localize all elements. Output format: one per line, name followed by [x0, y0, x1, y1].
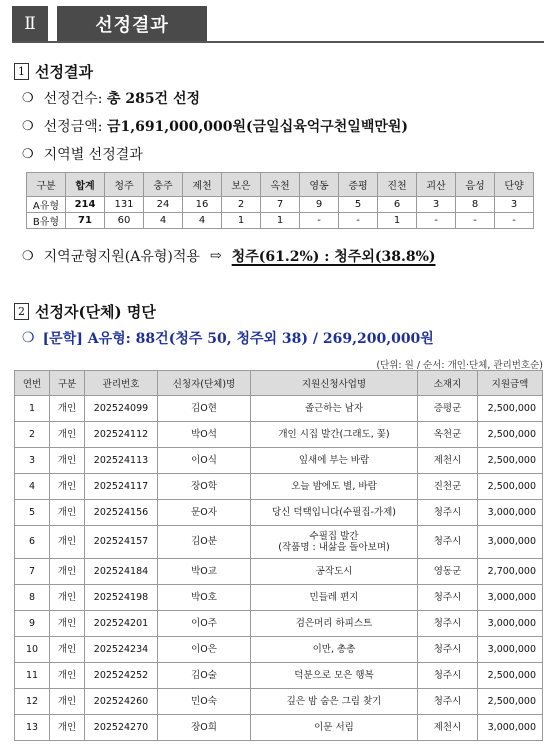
col-header: 음성: [456, 173, 495, 197]
row-number-cell: 4: [15, 474, 50, 500]
location-cell: 증평군: [418, 396, 478, 422]
type-cell: 개인: [50, 396, 85, 422]
type-cell: 개인: [50, 422, 85, 448]
table-cell: 9: [300, 197, 339, 213]
project-cell: 수필집 발간 (작품명 : 내삶을 돌아보며): [251, 526, 418, 559]
table-cell: 7: [261, 197, 300, 213]
table-cell: 6: [378, 197, 417, 213]
location-cell: 제천시: [418, 448, 478, 474]
list-table-header: [15, 371, 543, 396]
applicant-cell: 민O숙: [158, 689, 251, 715]
project-cell: 검은머리 하피스트: [251, 611, 418, 637]
section1-number: 1: [14, 63, 29, 80]
table-cell: 60: [105, 213, 144, 229]
amount-cell: 2,700,000: [478, 559, 543, 585]
location-cell: 진천군: [418, 474, 478, 500]
applicant-cell: 이O식: [158, 448, 251, 474]
table-cell: 8: [456, 197, 495, 213]
location-cell: 청주시: [418, 637, 478, 663]
project-cell: 이만, 총총: [251, 637, 418, 663]
location-cell: 청주시: [418, 526, 478, 559]
type-cell: 개인: [50, 526, 85, 559]
circle-bullet-icon: ❍: [22, 118, 34, 134]
table-cell: 4: [183, 213, 222, 229]
count-label: 선정건수:: [43, 91, 103, 107]
id-cell: 202524113: [85, 448, 158, 474]
col-header: 신청자(단체)명: [158, 371, 251, 396]
table-row: [15, 663, 543, 689]
id-cell: 202524198: [85, 585, 158, 611]
count-value: 총 285건 선정: [106, 91, 201, 107]
table-cell: 5: [339, 197, 378, 213]
col-header: 진천: [378, 173, 417, 197]
amount-cell: 3,000,000: [478, 585, 543, 611]
count-line: [22, 88, 200, 108]
col-header: 증평: [339, 173, 378, 197]
col-header: 단양: [495, 173, 534, 197]
table-row: [15, 422, 543, 448]
id-cell: 202524252: [85, 663, 158, 689]
table-row: [15, 526, 543, 559]
type-cell: 개인: [50, 715, 85, 741]
id-cell: 202524156: [85, 500, 158, 526]
applicant-cell: 박O호: [158, 585, 251, 611]
section2-number: 2: [14, 303, 29, 320]
row-number-cell: 2: [15, 422, 50, 448]
table-cell: 16: [183, 197, 222, 213]
applicant-cell: 이O은: [158, 637, 251, 663]
table-cell: -: [495, 213, 534, 229]
header-divider: [12, 41, 544, 43]
project-cell: 개인 시집 발간(그래도, 꽃): [251, 422, 418, 448]
amount-cell: 2,500,000: [478, 663, 543, 689]
applicant-cell: 이O주: [158, 611, 251, 637]
circle-bullet-icon: ❍: [22, 90, 34, 106]
applicant-cell: 박O석: [158, 422, 251, 448]
type-cell: 개인: [50, 474, 85, 500]
type-cell: 개인: [50, 448, 85, 474]
list-table-body: [15, 396, 543, 741]
table-row: [15, 396, 543, 422]
row-number-cell: 3: [15, 448, 50, 474]
region-result-table: [26, 172, 534, 229]
project-cell: 민들레 편지: [251, 585, 418, 611]
project-cell: 오늘 밤에도 별, 바람: [251, 474, 418, 500]
unit-note: (단위: 원 / 순서: 개인·단체, 관리번호순): [376, 360, 543, 371]
table-cell: 24: [144, 197, 183, 213]
project-cell: 졸근하는 남자: [251, 396, 418, 422]
id-cell: 202524234: [85, 637, 158, 663]
circle-bullet-icon: ❍: [22, 330, 35, 346]
type-cell: 개인: [50, 689, 85, 715]
table-row: [27, 197, 534, 213]
col-header: 구분: [50, 371, 85, 396]
amount-cell: 3,000,000: [478, 500, 543, 526]
table-row: [15, 585, 543, 611]
project-cell: 덕분으로 모은 행복: [251, 663, 418, 689]
amount-label: 선정금액:: [43, 119, 103, 135]
region-line: [22, 144, 143, 164]
col-header: 관리번호: [85, 371, 158, 396]
col-header: 지원신청사업명: [251, 371, 418, 396]
region-label: 지역별 선정결과: [43, 147, 143, 163]
amount-cell: 3,000,000: [478, 637, 543, 663]
applicant-cell: 김O분: [158, 526, 251, 559]
table-row: [27, 213, 534, 229]
table-cell: 131: [105, 197, 144, 213]
applicant-cell: 김O술: [158, 663, 251, 689]
amount-cell: 3,000,000: [478, 715, 543, 741]
balance-result: 청주(61.2%) : 청주외(38.8%): [231, 249, 436, 265]
table-row: [15, 448, 543, 474]
table-row: [15, 474, 543, 500]
project-cell: 깊은 밤 숨은 그림 찾기: [251, 689, 418, 715]
section-header: [12, 6, 207, 42]
table-row: [15, 500, 543, 526]
section1-title: 선정결과: [35, 63, 93, 81]
table-cell: -: [456, 213, 495, 229]
id-cell: 202524112: [85, 422, 158, 448]
table-cell: 71: [66, 213, 105, 229]
applicant-cell: 박O교: [158, 559, 251, 585]
amount-cell: 2,500,000: [478, 422, 543, 448]
table-cell: -: [300, 213, 339, 229]
row-number-cell: 11: [15, 663, 50, 689]
location-cell: 옥천군: [418, 422, 478, 448]
applicant-cell: 문O자: [158, 500, 251, 526]
location-cell: 청주시: [418, 611, 478, 637]
type-cell: 개인: [50, 559, 85, 585]
col-header: 청주: [105, 173, 144, 197]
col-header: 소재지: [418, 371, 478, 396]
table-cell: -: [339, 213, 378, 229]
id-cell: 202524117: [85, 474, 158, 500]
section2-title: 선정자(단체) 명단: [35, 303, 156, 321]
row-number-cell: 8: [15, 585, 50, 611]
project-cell: 잎새에 부는 바람: [251, 448, 418, 474]
table-cell: -: [417, 213, 456, 229]
table-row: [15, 689, 543, 715]
table-cell: 3: [495, 197, 534, 213]
location-cell: 청주시: [418, 585, 478, 611]
right-arrow-icon: ⇨: [209, 248, 222, 264]
col-header: 구분: [27, 173, 66, 197]
table-cell: 1: [222, 213, 261, 229]
id-cell: 202524099: [85, 396, 158, 422]
balance-line: [22, 246, 436, 266]
row-number-cell: 7: [15, 559, 50, 585]
row-number-cell: 9: [15, 611, 50, 637]
circle-bullet-icon: ❍: [22, 146, 34, 162]
location-cell: 청주시: [418, 689, 478, 715]
id-cell: 202524184: [85, 559, 158, 585]
col-header: 옥천: [261, 173, 300, 197]
type-cell: 개인: [50, 663, 85, 689]
table-cell: 214: [66, 197, 105, 213]
balance-label: 지역균형지원(A유형)적용: [43, 249, 200, 265]
table-cell: 1: [378, 213, 417, 229]
col-header: 보은: [222, 173, 261, 197]
table-cell: 1: [261, 213, 300, 229]
amount-cell: 2,500,000: [478, 396, 543, 422]
project-cell: 공작도시: [251, 559, 418, 585]
type-cell: 개인: [50, 637, 85, 663]
row-number-cell: 1: [15, 396, 50, 422]
col-header: 제천: [183, 173, 222, 197]
section2-heading: [14, 301, 156, 322]
category-summary: [문학] A유형: 88건(청주 50, 청주외 38) / 269,200,000원: [42, 331, 434, 347]
category-line: [22, 328, 434, 348]
amount-cell: 2,500,000: [478, 474, 543, 500]
table-cell: 2: [222, 197, 261, 213]
location-cell: 청주시: [418, 500, 478, 526]
amount-cell: 3,000,000: [478, 611, 543, 637]
applicant-cell: 장O학: [158, 474, 251, 500]
type-cell: 개인: [50, 585, 85, 611]
amount-cell: 2,500,000: [478, 448, 543, 474]
roman-numeral-badge: Ⅱ: [12, 6, 48, 42]
id-cell: 202524260: [85, 689, 158, 715]
table-cell: A유형: [27, 197, 66, 213]
type-cell: 개인: [50, 611, 85, 637]
col-header: 연번: [15, 371, 50, 396]
row-number-cell: 13: [15, 715, 50, 741]
table-cell: 3: [417, 197, 456, 213]
location-cell: 제천시: [418, 715, 478, 741]
amount-cell: 2,500,000: [478, 689, 543, 715]
table-row: [15, 559, 543, 585]
location-cell: 영동군: [418, 559, 478, 585]
table-row: [15, 611, 543, 637]
id-cell: 202524270: [85, 715, 158, 741]
col-header: 합계: [66, 173, 105, 197]
amount-line: [22, 116, 408, 136]
table-cell: 4: [144, 213, 183, 229]
table-row: [15, 637, 543, 663]
id-cell: 202524157: [85, 526, 158, 559]
section1-heading: [14, 61, 93, 82]
page-title: 선정결과: [57, 6, 207, 42]
col-header: 괴산: [417, 173, 456, 197]
project-cell: 이문 서림: [251, 715, 418, 741]
row-number-cell: 10: [15, 637, 50, 663]
row-number-cell: 5: [15, 500, 50, 526]
col-header: 충주: [144, 173, 183, 197]
location-cell: 청주시: [418, 663, 478, 689]
applicant-cell: 김O현: [158, 396, 251, 422]
region-table-header: [27, 173, 534, 197]
row-number-cell: 6: [15, 526, 50, 559]
col-header: 영동: [300, 173, 339, 197]
project-cell: 당신 덕택입니다(수필집-가제): [251, 500, 418, 526]
table-cell: B유형: [27, 213, 66, 229]
applicant-cell: 장O희: [158, 715, 251, 741]
circle-bullet-icon: ❍: [22, 248, 34, 264]
recipient-list-table: [14, 370, 543, 741]
row-number-cell: 12: [15, 689, 50, 715]
type-cell: 개인: [50, 500, 85, 526]
amount-value: 금1,691,000,000원(금일십육억구천일백만원): [106, 119, 409, 135]
id-cell: 202524201: [85, 611, 158, 637]
amount-cell: 3,000,000: [478, 526, 543, 559]
table-row: [15, 715, 543, 741]
col-header: 지원금액: [478, 371, 543, 396]
